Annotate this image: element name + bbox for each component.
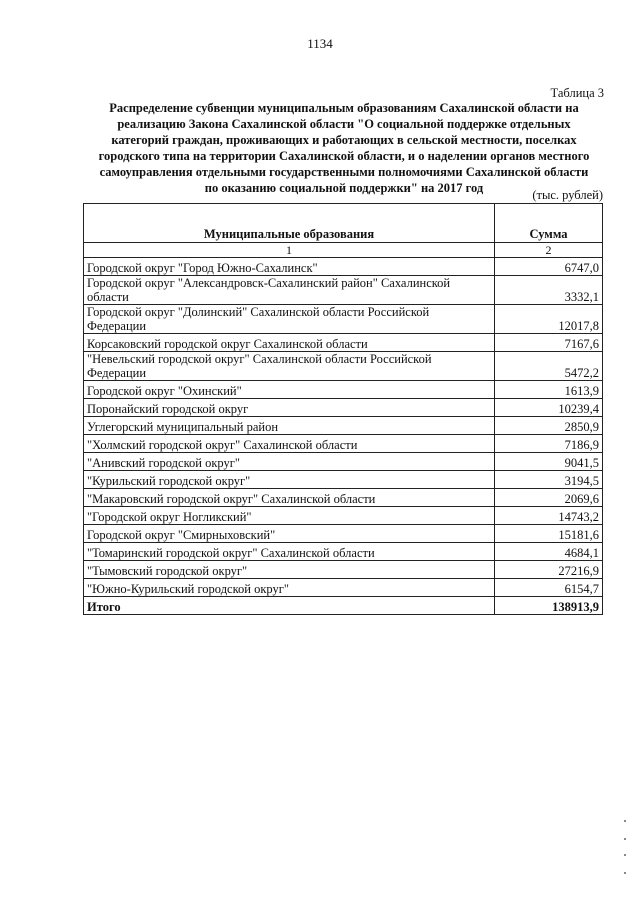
title-line: реализацию Закона Сахалинской области "О социальной поддержке отдельных (117, 117, 571, 131)
table-row (84, 334, 603, 352)
municipality-name-line: Городской округ "Город Южно-Сахалинск" (87, 261, 318, 275)
table-body (84, 258, 603, 597)
municipality-name (84, 525, 495, 543)
municipality-name (84, 561, 495, 579)
municipality-name (84, 276, 495, 305)
subvention-amount: 6154,7 (495, 579, 603, 597)
title-line: самоуправления отдельными государственными полномочиями Сахалинской области (99, 165, 589, 179)
page-number: 1134 (307, 36, 333, 51)
table-row (84, 381, 603, 399)
title-line: Распределение субвенции муниципальным образованиям Сахалинской области на (109, 101, 579, 115)
subvention-amount: 6747,0 (495, 258, 603, 276)
table-row (84, 305, 603, 334)
municipality-name-line: "Макаровский городской округ" Сахалинской области (87, 492, 376, 506)
table-row (84, 489, 603, 507)
subvention-amount: 12017,8 (495, 305, 603, 334)
municipality-name (84, 399, 495, 417)
subvention-amount: 7167,6 (495, 334, 603, 352)
table-row (84, 352, 603, 381)
municipality-name (84, 381, 495, 399)
municipality-name-line: Поронайский городской округ (87, 402, 249, 416)
municipality-name-line: "Тымовский городской округ" (87, 564, 248, 578)
table-row (84, 453, 603, 471)
municipality-name-line: "Курильский городской округ" (87, 474, 251, 488)
municipality-name-line: Городской округ "Александровск-Сахалинский район" Сахалинской (87, 276, 451, 290)
title-line: по оказанию социальной поддержки" на 2017 год (204, 181, 484, 195)
table-row (84, 579, 603, 597)
municipality-name (84, 453, 495, 471)
subvention-amount: 4684,1 (495, 543, 603, 561)
municipality-name-line: Углегорский муниципальный район (87, 420, 279, 434)
municipality-name-line: "Анивский городской округ" (87, 456, 240, 470)
column-header-sum: Сумма (495, 204, 603, 243)
municipality-name (84, 471, 495, 489)
subvention-amount: 10239,4 (495, 399, 603, 417)
subvention-amount: 3332,1 (495, 276, 603, 305)
subvention-amount: 2069,6 (495, 489, 603, 507)
municipality-name (84, 489, 495, 507)
municipality-name-line: "Холмский городской округ" Сахалинской области (87, 438, 358, 452)
municipality-name (84, 543, 495, 561)
municipality-name (84, 258, 495, 276)
municipality-name (84, 507, 495, 525)
title-line: городского типа на территории Сахалинской области, и о наделении органов местного (98, 149, 590, 163)
column-header-municipality: Муниципальные образования (84, 204, 495, 243)
municipality-name-line: Городской округ "Охинский" (87, 384, 242, 398)
municipality-name-line: Федерации (87, 366, 147, 380)
municipality-name (84, 352, 495, 381)
municipality-name (84, 417, 495, 435)
subvention-amount: 2850,9 (495, 417, 603, 435)
column-number-1: 1 (84, 243, 495, 258)
subvention-amount: 3194,5 (495, 471, 603, 489)
municipality-name-line: "Городской округ Ногликский" (87, 510, 252, 524)
subvention-table (83, 203, 603, 615)
subvention-amount: 7186,9 (495, 435, 603, 453)
table-row (84, 258, 603, 276)
table-row (84, 525, 603, 543)
municipality-name-line: "Южно-Курильский городской округ" (87, 582, 289, 596)
table-row (84, 561, 603, 579)
municipality-name (84, 305, 495, 334)
subvention-amount: 5472,2 (495, 352, 603, 381)
column-number-2: 2 (495, 243, 603, 258)
table-row (84, 471, 603, 489)
municipality-name-line: области (87, 290, 129, 304)
subvention-amount: 14743,2 (495, 507, 603, 525)
municipality-name (84, 435, 495, 453)
title-line: категорий граждан, проживающих и работающих в сельской местности, поселках (111, 133, 577, 147)
municipality-name-line: "Томаринский городской округ" Сахалинской области (87, 546, 375, 560)
subvention-amount: 27216,9 (495, 561, 603, 579)
total-value: 138913,9 (495, 597, 603, 615)
subvention-amount: 9041,5 (495, 453, 603, 471)
table-row (84, 399, 603, 417)
municipality-name-line: Федерации (87, 319, 147, 333)
units-label: (тыс. рублей) (532, 188, 603, 202)
subvention-amount: 1613,9 (495, 381, 603, 399)
table-row (84, 276, 603, 305)
table-label: Таблица 3 (550, 86, 604, 100)
municipality-name-line: Городской округ "Смирныховский" (87, 528, 276, 542)
table-row (84, 543, 603, 561)
municipality-name (84, 334, 495, 352)
table-row (84, 417, 603, 435)
municipality-name (84, 579, 495, 597)
scan-specks (624, 820, 628, 880)
municipality-name-line: "Невельский городской округ" Сахалинской области Российской (87, 352, 432, 366)
subvention-amount: 15181,6 (495, 525, 603, 543)
municipality-name-line: Городской округ "Долинский" Сахалинской области Российской (87, 305, 430, 319)
table-row (84, 507, 603, 525)
municipality-name-line: Корсаковский городской округ Сахалинской области (87, 337, 368, 351)
total-row (84, 597, 603, 615)
table-title (84, 100, 604, 196)
table-row (84, 435, 603, 453)
total-label: Итого (84, 597, 495, 615)
